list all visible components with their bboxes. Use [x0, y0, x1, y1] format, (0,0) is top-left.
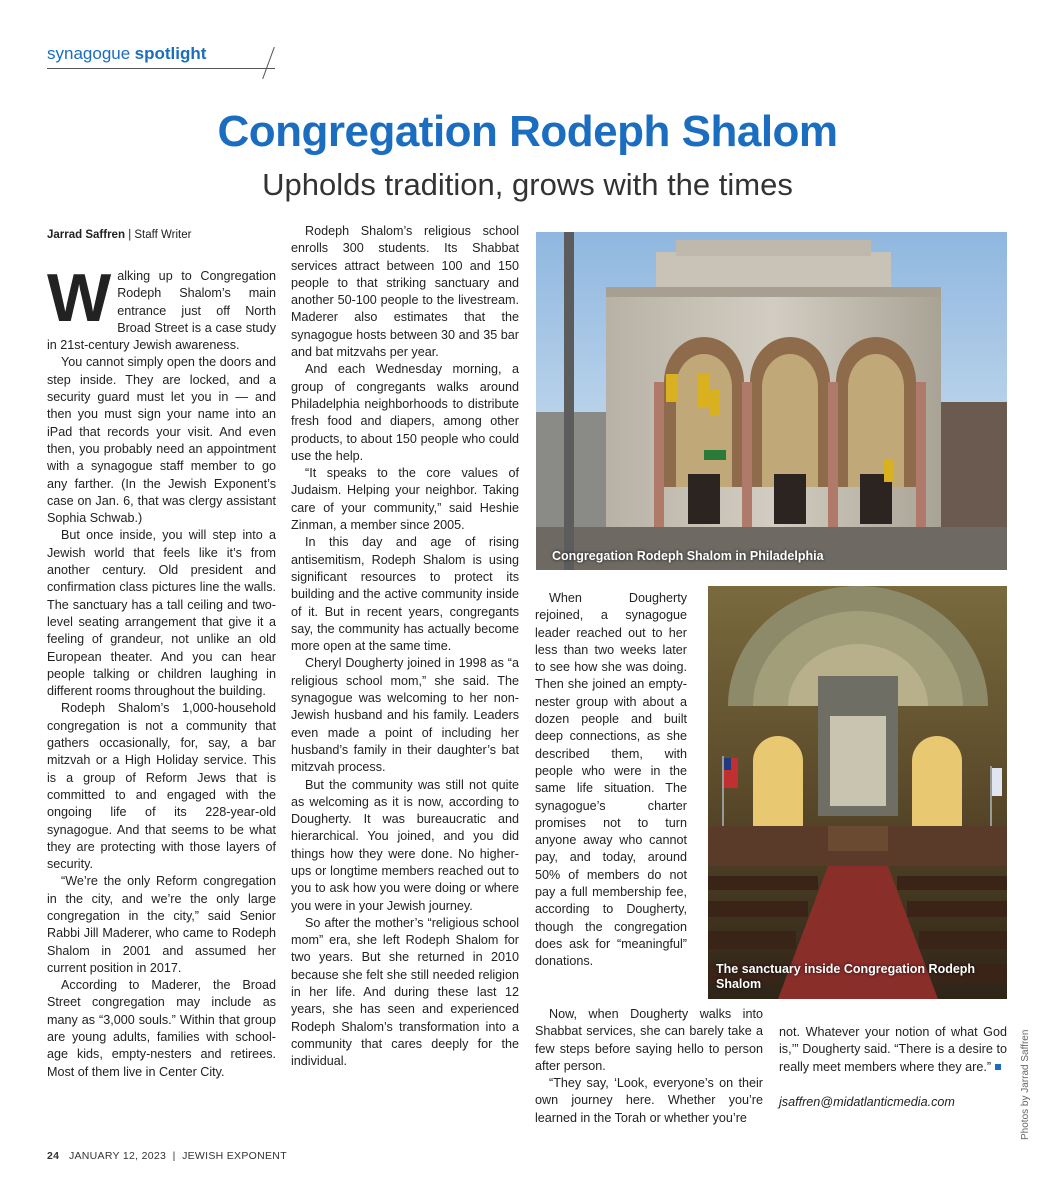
photo-credit: Photos by Jarrad Saffren	[1020, 1029, 1031, 1140]
footer-separator: |	[172, 1150, 176, 1162]
end-mark	[995, 1064, 1001, 1070]
article-column-2	[291, 223, 519, 1071]
paragraph: Walking up to Congregation Rodeph Shalom’s main entrance just off North Broad Street is a case study in 21st-century Jewish awareness.	[47, 260, 276, 353]
kicker-bold: spotlight	[134, 44, 207, 63]
paragraph: Cheryl Dougherty joined in 1998 as “a religious school mom,” she said. The synagogue was welcoming to her non-Jewish husband and his family. Leaders even made a point of including her husband’s family in their daughter’s bat mitzvah process.	[291, 656, 519, 775]
author-email: jsaffren@midatlanticmedia.com	[779, 1094, 955, 1109]
section-kicker	[47, 44, 275, 69]
paragraph: When Dougherty rejoined, a synagogue leader reached out to her less than two weeks later to see how she was doing. Then she joined an empty-nester group with about a dozen people and built deep connections, as she described them, with people who were in the same life situation. The synagogue’s charter promises not to turn anyone away who cannot pay, and today, around 50% of members do not pay a full membership fee, according to Dougherty, though the congregation does ask for “meaningful” donations.	[535, 591, 687, 969]
paragraph: And each Wednesday morning, a group of congregants walks around Philadelphia neighborhoods to distribute fresh food and diapers, among other products, to about 150 people who could use the help.	[291, 362, 519, 463]
headline: Congregation Rodeph Shalom	[217, 107, 838, 156]
page-number: 24	[47, 1150, 60, 1162]
byline-name: Jarrad Saffren	[47, 229, 125, 241]
paragraph: “It speaks to the core values of Judaism. Helping your neighbor. Taking care of your community,” said Heshie Zinman, a member since 2005.	[291, 466, 519, 533]
exterior-photo	[536, 232, 1007, 570]
article-column-3	[535, 590, 687, 971]
byline	[47, 229, 191, 241]
article-column-4	[779, 1024, 1007, 1111]
interior-photo	[708, 586, 1007, 999]
kicker-slash	[262, 47, 275, 79]
byline-role: | Staff Writer	[128, 229, 192, 241]
paragraph: Rodeph Shalom’s religious school enrolls 300 students. Its Shabbat services attract between 100 and 150 people to that striking sanctuary and another 50-100 people to the livestream. Maderer also estimates that the synagogue hosts between 30 and 35 bar and bat mitzvahs per year.	[291, 224, 519, 360]
paragraph: But the community was still not quite as welcoming as it is now, according to Dougherty. It was bureaucratic and hierarchical. You joined, and you did things how they were done. No higher-ups or longtime members reached out to you to ask how you were doing or where you were in your Jewish journey.	[291, 777, 519, 913]
paragraph: But once inside, you will step into a Jewish world that feels like it’s from another century. Old president and confirmation class pictures line the walls. The sanctuary has a tall ceiling and two-level seating arrangement that give it a feeling of grandeur, not unlike an old European theater. And you can hear people talking or children laughing in different rooms throughout the building.	[47, 528, 276, 699]
interior-photo-caption: The sanctuary inside Congregation Rodeph Shalom	[716, 962, 976, 991]
paragraph: In this day and age of rising antisemitism, Rodeph Shalom is using significant resources to protect its building and the active community inside of it. But in recent years, congregants say, the community has actually become more open at the same time.	[291, 535, 519, 654]
article-column-1	[47, 260, 276, 1081]
drop-cap: W	[47, 260, 112, 336]
paragraph: Now, when Dougherty walks into Shabbat services, she can barely take a few steps before saying hello to person after person.	[535, 1007, 763, 1073]
paragraph: You cannot simply open the doors and step inside. They are locked, and a security guard must let you in — and then you must sign your name into an iPad that records your visit. And even then, you probably need an appointment with a synagogue staff member to go any farther. (In the Jewish Exponent’s case on Jan. 6, that was clergy assistant Sophia Schwab.)	[47, 355, 276, 526]
paragraph: Rodeph Shalom’s 1,000-household congregation is not a community that gathers occasionally, for, say, a bar mitzvah or a High Holiday service. This is a group of Reform Jews that is committed to and engaged with the ongoing life of its 228-year-old synagogue. And that seems to be what they are protecting with those layers of security.	[47, 701, 276, 872]
page-footer	[47, 1150, 287, 1162]
paragraph: not. Whatever your notion of what God is,’” Dougherty said. “There is a desire to really meet members where they are.”	[779, 1025, 1007, 1074]
issue-date: JANUARY 12, 2023	[68, 1150, 167, 1162]
paragraph: So after the mother’s “religious school mom” era, she left Rodeph Shalom for two years. But she returned in 2010 because she felt she still needed religion in her life. And during these last 12 years, she has seen and experienced Rodeph Shalom’s transformation into a community that cares deeply for the individual.	[291, 915, 519, 1069]
article-column-3-lower	[535, 1006, 763, 1127]
publication-name: JEWISH EXPONENT	[182, 1150, 287, 1162]
exterior-photo-caption: Congregation Rodeph Shalom in Philadelphia	[552, 549, 824, 563]
paragraph: “They say, ‘Look, everyone’s on their own journey here. Whether you’re learned in the Torah or whether you’re	[535, 1076, 763, 1125]
deck: Upholds tradition, grows with the times	[262, 167, 793, 202]
paragraph: According to Maderer, the Broad Street congregation may include as many as “3,000 souls.” Within that group are young adults, families with school-age kids, empty-nesters and retirees. Most of them live in Center City.	[47, 978, 276, 1079]
paragraph: “We’re the only Reform congregation in the city, and we’re the only large congregation in the city,” said Senior Rabbi Jill Maderer, who came to Rodeph Shalom in 2001 and assumed her current position in 2017.	[47, 874, 276, 975]
kicker-light: synagogue	[47, 44, 131, 63]
